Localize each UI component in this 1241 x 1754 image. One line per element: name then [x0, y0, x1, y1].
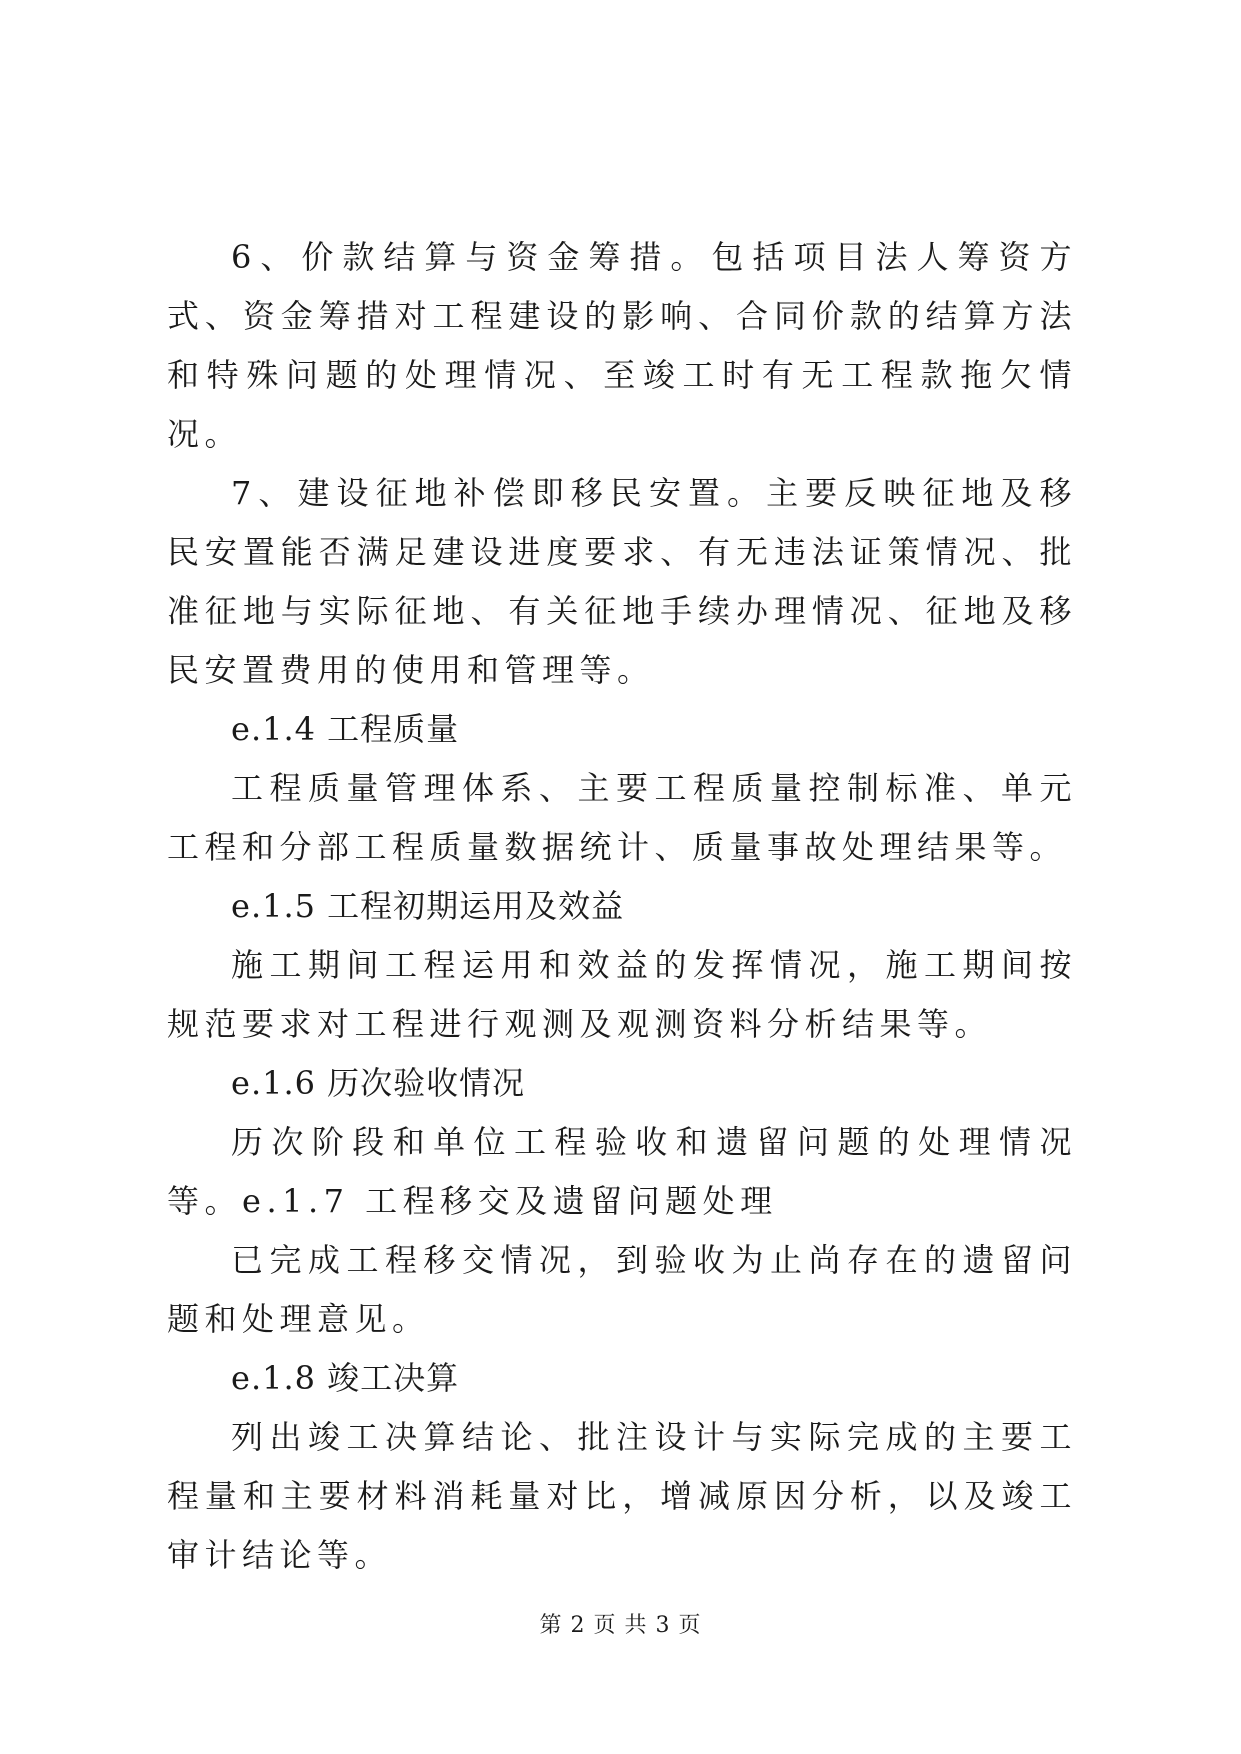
section-heading-final-accounts: e.1.8 竣工决算: [231, 1359, 460, 1397]
paragraph-initial-operation: 施工期间工程运用和效益的发挥情况，施工期间按规范要求对工程进行观测及观测资料分析结果等。: [167, 946, 1077, 1043]
paragraph-final-accounts: 列出竣工决算结论、批注设计与实际完成的主要工程量和主要材料消耗量对比，增减原因分析，以及竣工审计结论等。: [167, 1418, 1077, 1574]
section-heading-acceptance-history: e.1.6 历次验收情况: [231, 1064, 526, 1102]
paragraph-quality: 工程质量管理体系、主要工程质量控制标准、单元工程和分部工程质量数据统计、质量事故处理结果等。: [167, 769, 1077, 866]
paragraph-handover: 已完成工程移交情况，到验收为止尚存在的遗留问题和处理意见。: [167, 1241, 1077, 1338]
paragraph-acceptance-history: 历次阶段和单位工程验收和遗留问题的处理情况等。e.1.7 工程移交及遗留问题处理: [167, 1123, 1077, 1220]
section-heading-quality: e.1.4 工程质量: [231, 710, 460, 748]
section-heading-initial-operation: e.1.5 工程初期运用及效益: [231, 887, 625, 925]
paragraph-land-compensation: 7、建设征地补偿即移民安置。主要反映征地及移民安置能否满足建设进度要求、有无违法证策情况、批准征地与实际征地、有关征地手续办理情况、征地及移民安置费用的使用和管理等。: [167, 474, 1077, 689]
page-footer: 第 2 页 共 3 页: [539, 1613, 702, 1638]
paragraph-funding: 6、价款结算与资金筹措。包括项目法人筹资方式、资金筹措对工程建设的影响、合同价款的结算方法和特殊问题的处理情况、至竣工时有无工程款拖欠情况。: [167, 238, 1077, 453]
document-body: [167, 228, 1077, 1585]
